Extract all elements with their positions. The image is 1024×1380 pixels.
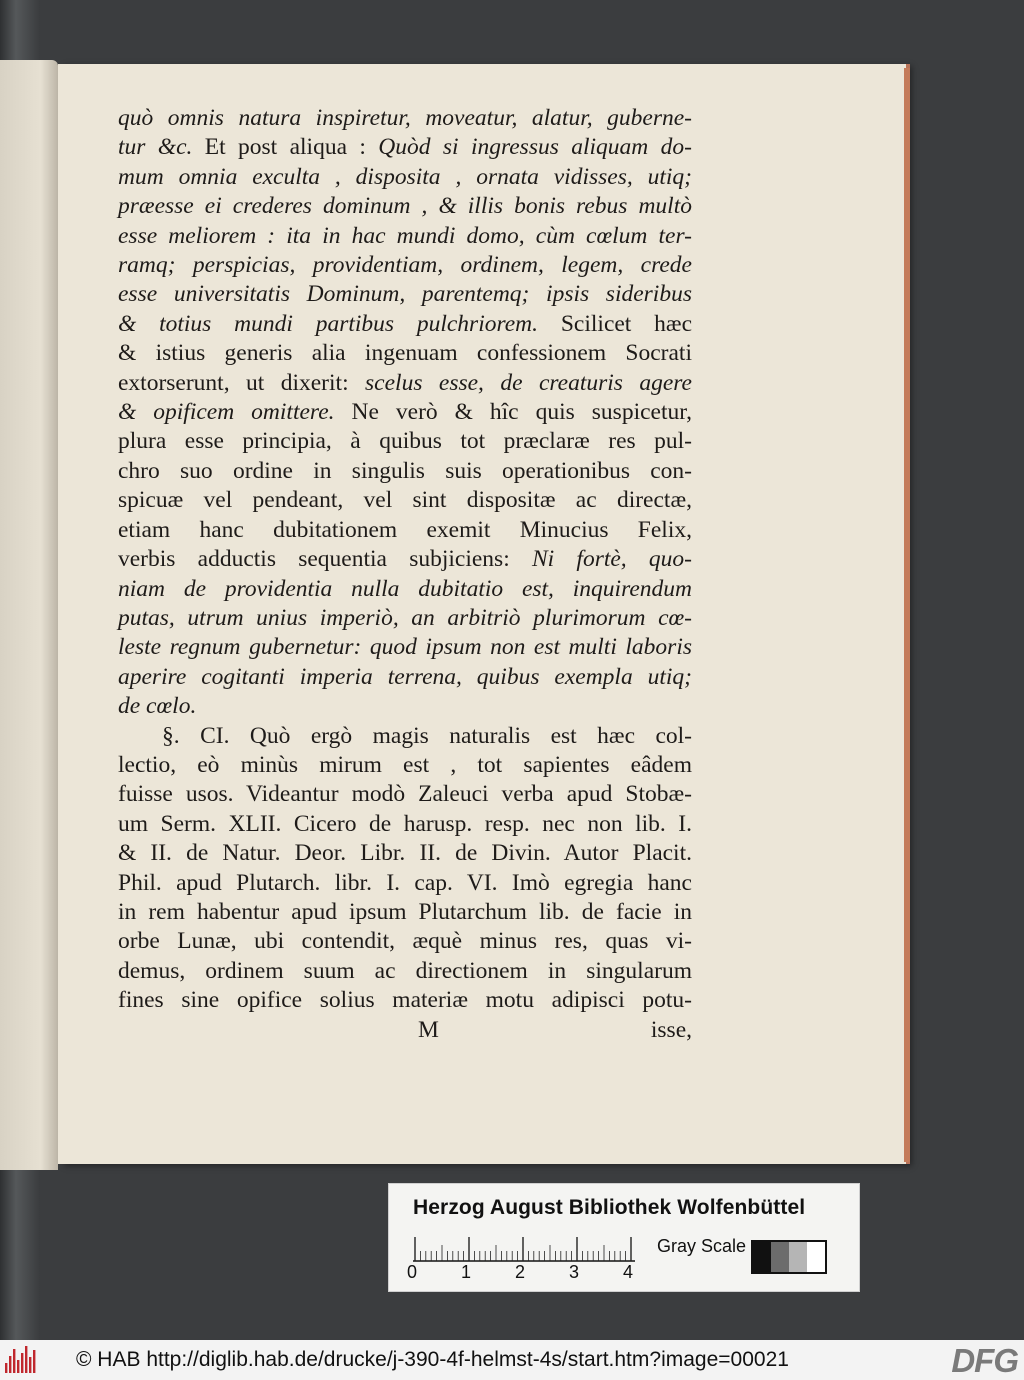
gray-scale-patches: [751, 1240, 827, 1274]
roman-text: §. CI. Quò ergò magis naturalis est hæc col-: [162, 722, 692, 749]
logo-bar: [5, 1363, 7, 1373]
logo-bar: [17, 1360, 19, 1373]
card-title: Herzog August Bibliothek Wolfenbüttel: [413, 1196, 806, 1219]
ruler-number: 3: [569, 1262, 580, 1282]
catchword: isse,: [650, 1016, 692, 1043]
text-line: [118, 839, 692, 868]
italic-text: de cœlo.: [118, 693, 197, 720]
italic-text: putas, utrum unius imperiò, an arbitriò plurimorum cœ-: [118, 604, 692, 631]
hab-logo-icon: [0, 1340, 40, 1380]
roman-text: um Serm. XLII. Cicero de harusp. resp. nec non lib. I.: [118, 810, 692, 837]
ruler-number: 2: [515, 1262, 526, 1282]
roman-text: fuisse usos. Videantur modò Zaleuci verba apud Stobæ-: [118, 781, 692, 808]
roman-text: & II. de Natur. Deor. Libr. II. de Divin. Autor Placit.: [118, 840, 692, 867]
roman-text: Ne verò & hîc quis suspicetur,: [334, 399, 692, 426]
roman-text: orbe Lunæ, ubi contendit, æquè minus res, quas vi-: [118, 928, 692, 955]
text-line: [118, 339, 692, 368]
color-card: [388, 1183, 860, 1292]
roman-text: chro suo ordine in singulis suis operationibus con-: [118, 457, 692, 484]
ruler-number: 1: [461, 1262, 472, 1282]
text-line: [118, 369, 692, 398]
roman-text: demus, ordinem suum ac directionem in singularum: [118, 957, 692, 984]
roman-text: & istius generis alia ingenuam confessionem Socrati: [118, 340, 692, 367]
gray-scale-label: Gray Scale: [657, 1236, 747, 1256]
italic-text: tur &c.: [118, 134, 193, 161]
text-line: [118, 751, 692, 780]
italic-text: quò omnis natura inspiretur, moveatur, alatur, guberne-: [118, 105, 692, 131]
text-line: [118, 545, 692, 574]
italic-text: esse meliorem : ita in hac mundi domo, cùm cœlum ter-: [118, 222, 692, 249]
italic-text: scelus esse, de creaturis agere: [365, 369, 692, 396]
text-line: [118, 633, 692, 662]
facing-page-edge: [0, 60, 58, 1170]
text-line: [118, 280, 692, 309]
text-line: [118, 163, 692, 192]
text-line: [118, 927, 692, 956]
text-line: [118, 780, 692, 809]
italic-text: mum omnia exculta , disposita , ornata vidisses, utiq;: [118, 163, 692, 190]
dfg-logo: DFG: [951, 1342, 1018, 1379]
text-line: [118, 692, 692, 721]
italic-text: ramq; perspicias, providentiam, ordinem, legem, crede: [118, 252, 692, 279]
text-line: [118, 251, 692, 280]
text-line: [118, 133, 692, 162]
logo-bar: [25, 1346, 27, 1373]
italic-text: niam de providentia nulla dubitatio est, inquirendum: [118, 575, 692, 602]
text-line: [118, 810, 692, 839]
roman-text: spicuæ vel pendeant, vel sint dispositæ ac directæ,: [118, 487, 692, 514]
roman-text: fines sine opifice solius materiæ motu adipisci potu-: [118, 987, 692, 1014]
text-line: [118, 104, 692, 133]
italic-text: aperire cogitanti imperia terrena, quibus exempla utiq;: [118, 663, 692, 690]
signature-mark: M: [418, 1016, 439, 1043]
italic-text: esse universitatis Dominum, parentemq; ipsis sideribus: [118, 281, 692, 308]
roman-text: verbis adductis sequentia subjiciens:: [118, 546, 532, 573]
gray-patch: [789, 1242, 807, 1272]
viewer-footer: [0, 1340, 1024, 1380]
text-line: [118, 604, 692, 633]
ruler-number: 0: [407, 1262, 418, 1282]
text-line: [118, 457, 692, 486]
logo-bar: [29, 1357, 31, 1373]
text-lines: [118, 104, 692, 1016]
text-line: [118, 486, 692, 515]
roman-text: Scilicet hæc: [538, 310, 692, 337]
text-line: [118, 957, 692, 986]
text-line: [118, 398, 692, 427]
text-line: [118, 663, 692, 692]
text-line: [118, 192, 692, 221]
text-line: [118, 310, 692, 339]
text-line: [118, 222, 692, 251]
logo-bar: [9, 1356, 11, 1373]
italic-text: leste regnum gubernetur: quod ipsum non est multi laboris: [118, 634, 692, 661]
logo-bar: [13, 1349, 15, 1373]
italic-text: Quòd si ingressus aliquam do-: [378, 134, 692, 161]
roman-text: in rem habentur apud ipsum Plutarchum lib. de facie in: [118, 898, 692, 925]
ruler-scale: [413, 1236, 635, 1262]
footer-url-text[interactable]: © HAB http://diglib.hab.de/drucke/j-390-4f-helmst-4s/start.htm?image=00021: [76, 1348, 789, 1371]
roman-text: Phil. apud Plutarch. libr. I. cap. VI. Imò egregia hanc: [118, 869, 692, 896]
text-line: [118, 986, 692, 1015]
gray-patch: [753, 1242, 771, 1272]
logo-bar: [33, 1350, 35, 1373]
page-edge-red: [904, 68, 910, 1162]
italic-text: & totius mundi partibus pulchriorem.: [118, 310, 539, 337]
roman-text: Et post aliqua :: [192, 134, 379, 161]
logo-bar: [21, 1353, 23, 1373]
roman-text: extorserunt, ut dixerit:: [118, 369, 366, 396]
roman-text: lectio, eò minùs mirum est , tot sapientes eâdem: [118, 751, 692, 778]
gray-patch: [771, 1242, 789, 1272]
gray-patch: [807, 1242, 825, 1272]
text-line: [118, 722, 692, 751]
text-line: [118, 869, 692, 898]
italic-text: Ni fortè, quo-: [531, 546, 692, 573]
italic-text: præesse ei crederes dominum , & illis bonis rebus multò: [118, 193, 692, 220]
text-line: [118, 427, 692, 456]
text-line: [118, 575, 692, 604]
roman-text: plura esse principia, à quibus tot præclaræ res pul-: [118, 428, 692, 455]
page-signature-row: [118, 1016, 692, 1045]
roman-text: etiam hanc dubitationem exemit Minucius Felix,: [118, 516, 692, 543]
text-line: [118, 516, 692, 545]
text-line: [118, 898, 692, 927]
page-text-block: [118, 104, 692, 1045]
italic-text: & opificem omittere.: [118, 399, 335, 426]
ruler-number: 4: [623, 1262, 634, 1282]
